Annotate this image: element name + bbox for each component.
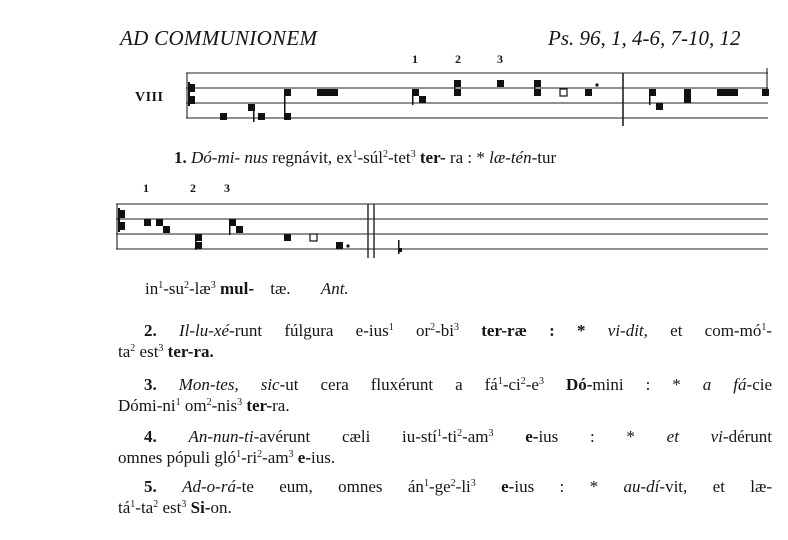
accent-mark: 3 (488, 428, 494, 439)
accent-mark: 3 (410, 149, 416, 160)
accent-mark: 1 (175, 397, 181, 408)
accent-mark: 1 (352, 149, 358, 160)
accent-mark: 2 (130, 343, 136, 354)
verse-2 (118, 320, 772, 362)
verse-number: 3. (144, 375, 157, 394)
text: dérunt (728, 427, 772, 446)
text: cie (752, 375, 773, 394)
text: ra. (272, 396, 290, 415)
accent-mark: 1 (423, 478, 429, 489)
text: - (766, 321, 772, 340)
text: ut cera fluxérunt a fá (285, 375, 498, 394)
verse-line (118, 476, 772, 497)
marker-2: 2 (455, 52, 461, 66)
text: tá (118, 498, 131, 517)
marker-3: 3 (224, 181, 230, 195)
text: -ge (428, 477, 451, 496)
verse-3 (118, 374, 772, 416)
accent-mark: 1 (761, 322, 767, 333)
accent-mark: 3 (538, 376, 544, 387)
text: ius. (311, 448, 336, 467)
text: ta (118, 342, 131, 361)
accent-mark: 3 (210, 280, 216, 291)
text: vi-dit, (585, 321, 648, 340)
accent-mark: 1 (497, 376, 503, 387)
text: avérunt cæli iu-stí (259, 427, 437, 446)
verse-line (118, 497, 772, 518)
verse-line (118, 426, 772, 447)
mode-label: VIII (135, 90, 164, 105)
text: e- (475, 477, 515, 496)
accent-mark: 3 (181, 499, 187, 510)
text: -ti (441, 427, 458, 446)
text: est (135, 342, 159, 361)
syllable: ex (336, 148, 353, 167)
accent-mark: 2 (153, 499, 159, 510)
verse-4 (118, 426, 772, 468)
syllable: -su (163, 279, 185, 298)
accent-mark: 3 (288, 449, 294, 460)
text: runt fúlgura e-ius (234, 321, 389, 340)
syllable: -læ (189, 279, 211, 298)
accent-mark: 2 (520, 376, 526, 387)
text: or (393, 321, 431, 340)
text: -ri (241, 448, 258, 467)
antiphon-label: Ant. (320, 279, 349, 298)
text: -li (455, 477, 471, 496)
verse-number: 2. (144, 321, 157, 340)
syllable: -tet (387, 148, 411, 167)
text: ter-ræ : * (459, 321, 586, 340)
text: vit, et læ- (665, 477, 773, 496)
text: et vi- (634, 427, 729, 446)
accent-mark: 2 (257, 449, 263, 460)
text: Dó- (543, 375, 593, 394)
accent-mark: 1 (236, 449, 242, 460)
text: e- (293, 448, 312, 467)
text: -am (462, 427, 489, 446)
text: e- (493, 427, 539, 446)
text: mini : * (592, 375, 681, 394)
accent-mark: 2 (430, 322, 436, 333)
accent-mark: 3 (454, 322, 460, 333)
syllable: Dó-mi- nus (191, 148, 268, 167)
text: -ci (502, 375, 521, 394)
text: ius : * (538, 427, 635, 446)
syllable: ra : * (449, 148, 485, 167)
syllable: regnávit, (272, 148, 333, 167)
text: Mon-tes, (178, 375, 239, 394)
verse-line (118, 320, 772, 341)
text: sic- (238, 375, 286, 394)
text: -am (262, 448, 289, 467)
text: Dómi-ni (118, 396, 176, 415)
section-title: AD COMMUNIONEM (120, 26, 318, 50)
lyrics-line-2 (145, 279, 349, 299)
text: et com-mó (647, 321, 762, 340)
text: omnes pópuli gló (118, 448, 237, 467)
text: est (158, 498, 182, 517)
verse-line (118, 395, 772, 416)
text: -nis (211, 396, 238, 415)
accent-mark: 1 (436, 428, 442, 439)
text: om (180, 396, 207, 415)
syllable: tæ. (270, 279, 291, 298)
accent-mark: 3 (237, 397, 243, 408)
text: -ta (135, 498, 154, 517)
accent-mark: 3 (470, 478, 476, 489)
verse-line (118, 374, 772, 395)
text: a fá- (680, 375, 753, 394)
verse-line (118, 447, 772, 468)
verse-number: 4. (144, 427, 157, 446)
marker-3: 3 (497, 52, 503, 66)
psalm-reference: Ps. 96, 1, 4-6, 7-10, 12 (548, 26, 741, 50)
accent-mark: 1 (388, 322, 394, 333)
accent-mark: 2 (206, 397, 212, 408)
text: Si- (186, 498, 211, 517)
accent-mark: 1 (130, 499, 136, 510)
accent-mark: 2 (184, 280, 190, 291)
verse-number: 1. (174, 148, 187, 167)
accent-mark: 3 (158, 343, 164, 354)
syllable: -súl (357, 148, 383, 167)
text: ius : * (514, 477, 599, 496)
marker-2: 2 (190, 181, 196, 195)
syllable: læ-tén- (489, 148, 538, 167)
accent-mark: 2 (457, 428, 463, 439)
verse-line (118, 341, 772, 362)
syllable: ter- (419, 148, 446, 167)
syllable: Il-lu-xé- (179, 321, 235, 340)
text: ter-ra. (163, 342, 214, 361)
text: -e (525, 375, 539, 394)
text: on. (210, 498, 232, 517)
text: au-dí- (598, 477, 666, 496)
syllable: tur (537, 148, 557, 167)
syllable: in (145, 279, 159, 298)
text: Ad-o-rá- (182, 477, 242, 496)
verse-number: 5. (144, 477, 157, 496)
verse-5 (118, 476, 772, 518)
syllable: mul- (220, 279, 254, 298)
text: -bi (435, 321, 455, 340)
text: An-nun-ti- (188, 427, 260, 446)
neumes-staff-2 (118, 208, 402, 254)
text: te eum, omnes án (241, 477, 424, 496)
marker-1: 1 (143, 181, 149, 195)
accent-mark: 2 (450, 478, 456, 489)
marker-1: 1 (412, 52, 418, 66)
accent-mark: 2 (382, 149, 388, 160)
accent-mark: 1 (158, 280, 164, 291)
text: ter- (242, 396, 273, 415)
